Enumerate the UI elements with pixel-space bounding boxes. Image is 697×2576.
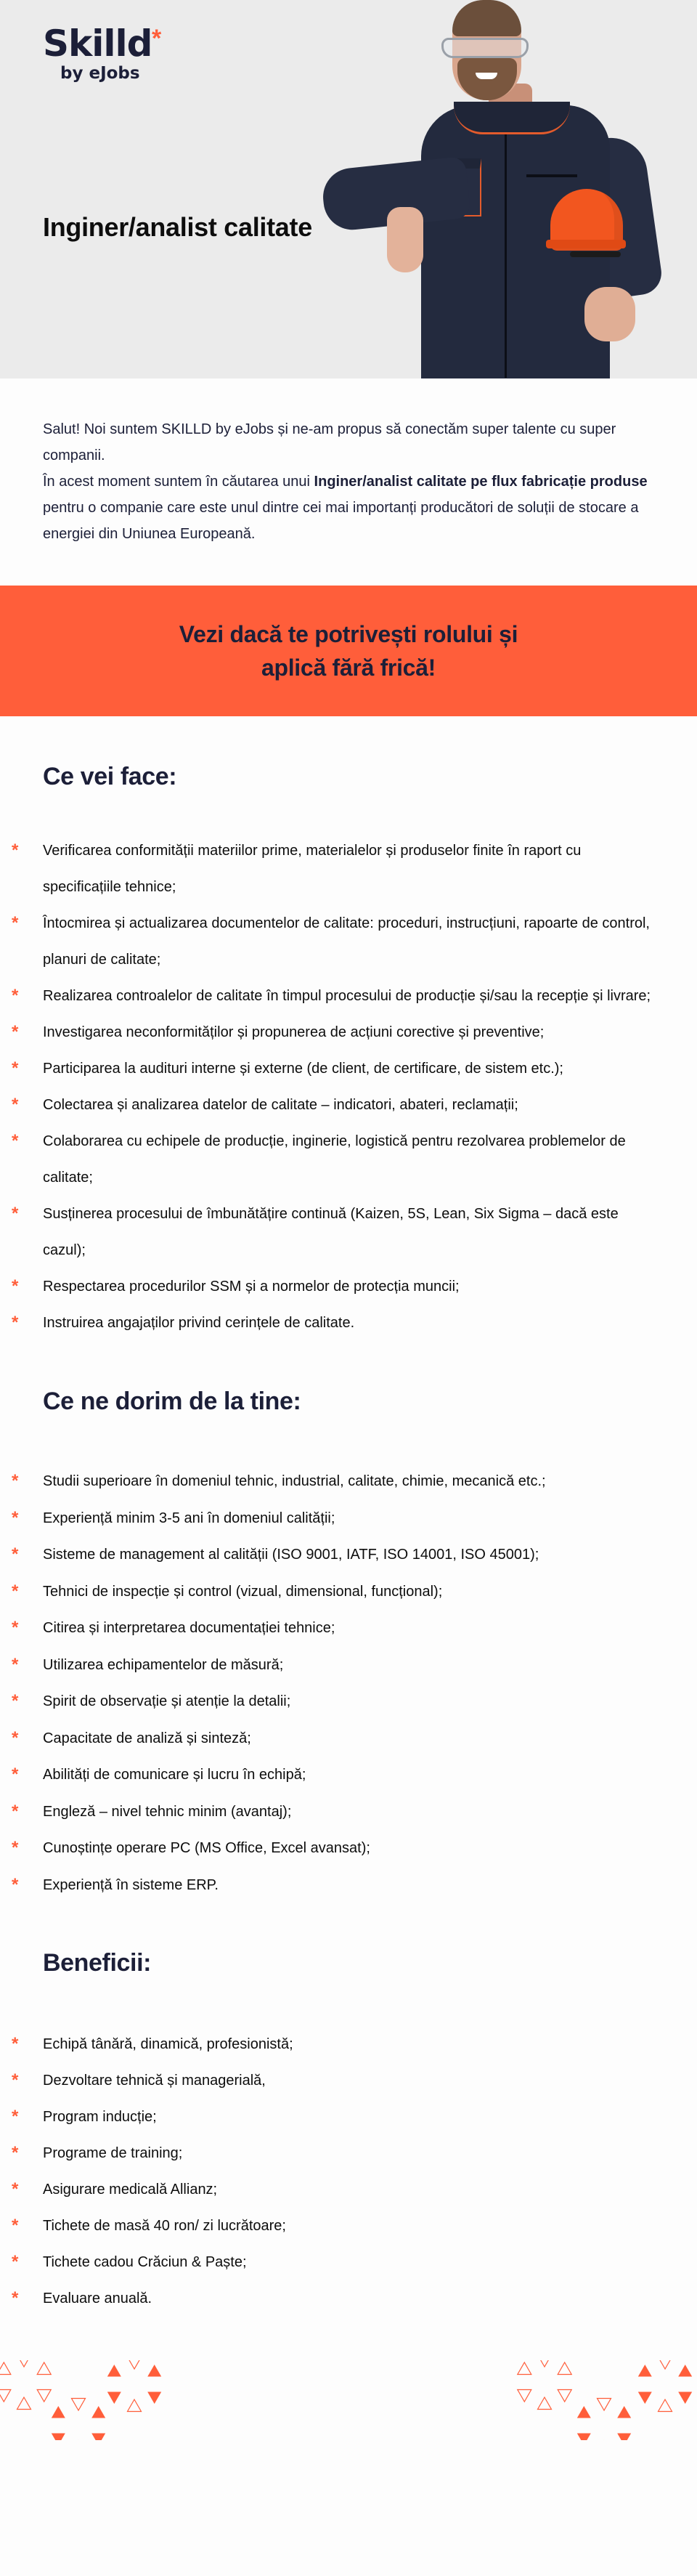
triangle-pattern-left-icon: [0, 2360, 174, 2440]
asterisk-bullet-icon: *: [12, 1581, 19, 1601]
list-item-text: Întocmirea și actualizarea documentelor de calitate: proceduri, instrucțiuni, rapoarte de control, planuri de calitate;: [43, 915, 650, 968]
list-item: [12, 1463, 654, 1500]
list-item: [12, 1720, 654, 1757]
list-item-text: Experiență minim 3-5 ani în domeniul calității;: [43, 1510, 335, 1526]
requirements-list: [12, 1463, 654, 1903]
cta-line-1: Vezi dacă te potrivești rolului și: [179, 621, 518, 647]
triangle-icon: [128, 2399, 142, 2412]
intro-role-highlight: Inginer/analist calitate pe flux fabricație produse: [314, 474, 648, 490]
triangle-icon: [518, 2390, 531, 2402]
logo-wordmark: Skilld: [43, 23, 152, 65]
triangle-icon: [52, 2434, 65, 2441]
list-item: [12, 978, 654, 1014]
triangle-icon: [0, 2362, 11, 2375]
list-item: [12, 1536, 654, 1573]
triangle-icon: [17, 2397, 31, 2410]
skilld-logo[interactable]: [43, 25, 174, 83]
list-item-text: Capacitate de analiză și sinteză;: [43, 1730, 251, 1746]
asterisk-bullet-icon: *: [12, 1691, 19, 1711]
list-item-text: Cunoștințe operare PC (MS Office, Excel avansat);: [43, 1840, 370, 1856]
triangle-icon: [518, 2362, 531, 2375]
list-item-text: Instruirea angajaților privind cerințele de calitate.: [43, 1315, 355, 1331]
safety-glasses-icon: [441, 38, 529, 58]
intro-suffix: pentru o companie care este unul dintre cei mai importanți producători de soluții de stocare a energiei din Uniunea Europeană.: [43, 500, 639, 542]
asterisk-bullet-icon: *: [12, 2034, 19, 2054]
triangle-icon: [617, 2434, 631, 2441]
intro-prefix: În acest moment suntem în căutarea unui: [43, 474, 314, 490]
triangle-pattern-right-icon: [494, 2360, 697, 2440]
asterisk-bullet-icon: *: [12, 2107, 19, 2126]
triangle-icon: [577, 2434, 591, 2441]
list-item-text: Studii superioare în domeniul tehnic, industrial, calitate, chimie, mecanică etc.;: [43, 1473, 546, 1489]
asterisk-bullet-icon: *: [12, 1313, 19, 1332]
list-item: [12, 1014, 654, 1050]
hard-hat-brim: [546, 240, 626, 248]
intro-paragraph-1: Salut! Noi suntem SKILLD by eJobs și ne-am propus să conectăm super talente cu super companii.: [43, 421, 616, 463]
list-item-text: Evaluare anuală.: [43, 2291, 152, 2306]
section-title: Beneficii:: [43, 1949, 152, 1977]
list-item: [12, 905, 654, 978]
asterisk-bullet-icon: *: [12, 1058, 19, 1078]
triangle-icon: [91, 2406, 105, 2418]
list-item-text: Tichete cadou Crăciun & Paște;: [43, 2254, 247, 2270]
asterisk-bullet-icon: *: [12, 986, 19, 1005]
asterisk-bullet-icon: *: [12, 2288, 19, 2308]
list-item-text: Tichete de masă 40 ron/ zi lucrătoare;: [43, 2218, 286, 2234]
list-item-text: Citirea și interpretarea documentației tehnice;: [43, 1620, 335, 1636]
list-item: [12, 1867, 654, 1904]
worker-pocket-zip: [526, 174, 577, 177]
cta-banner: [0, 586, 697, 716]
triangle-icon: [617, 2406, 631, 2418]
worker-zipper: [505, 131, 507, 378]
cta-heading: [179, 617, 518, 684]
asterisk-bullet-icon: *: [12, 1544, 19, 1564]
list-item: [12, 1268, 654, 1305]
footer-decoration: [0, 2317, 697, 2440]
list-item: [12, 2244, 654, 2280]
triangle-icon: [147, 2365, 161, 2377]
triangle-icon: [558, 2390, 571, 2402]
hero-banner: [0, 0, 697, 378]
list-item: [12, 1757, 654, 1794]
asterisk-bullet-icon: *: [12, 1276, 19, 1296]
triangle-icon: [37, 2362, 51, 2375]
worker-left-hand: [387, 207, 423, 272]
triangle-icon: [558, 2362, 571, 2375]
list-item-text: Experiență în sisteme ERP.: [43, 1876, 219, 1893]
list-item-text: Verificarea conformității materiilor prime, materialelor și produselor finite în raport cu specificațiile tehnice;: [43, 843, 582, 895]
section-title: Ce vei face:: [43, 763, 177, 790]
list-item: [12, 1305, 654, 1341]
list-item-text: Echipă tânără, dinamică, profesionistă;: [43, 2036, 293, 2052]
list-item-text: Spirit de observație și atenție la detalii;: [43, 1693, 291, 1709]
list-item-text: Programe de training;: [43, 2145, 183, 2161]
asterisk-bullet-icon: *: [12, 2143, 19, 2163]
asterisk-bullet-icon: *: [12, 841, 19, 860]
asterisk-bullet-icon: *: [12, 1204, 19, 1223]
asterisk-bullet-icon: *: [12, 1022, 19, 1042]
list-item-text: Tehnici de inspecție și control (vizual, dimensional, funcțional);: [43, 1583, 443, 1600]
list-item-text: Dezvoltare tehnică și managerială,: [43, 2073, 266, 2089]
asterisk-bullet-icon: *: [12, 1838, 19, 1858]
triangle-icon: [128, 2360, 142, 2369]
asterisk-bullet-icon: *: [12, 2216, 19, 2235]
asterisk-bullet-icon: *: [12, 1801, 19, 1821]
section-title: Ce ne dorim de la tine:: [43, 1388, 301, 1415]
asterisk-bullet-icon: *: [12, 1654, 19, 1674]
triangle-icon: [659, 2360, 672, 2369]
triangle-icon: [147, 2392, 161, 2405]
triangle-icon: [52, 2406, 65, 2418]
triangle-icon: [659, 2399, 672, 2412]
triangle-icon: [678, 2365, 692, 2377]
list-item: [12, 1794, 654, 1831]
triangle-icon: [538, 2397, 552, 2410]
list-item: [12, 2171, 654, 2208]
worker-collar: [454, 102, 570, 134]
list-item-text: Program inducție;: [43, 2109, 157, 2125]
intro-section: [0, 378, 697, 586]
list-item-text: Sisteme de management al calității (ISO 9001, IATF, ISO 14001, ISO 45001);: [43, 1547, 539, 1563]
list-item-text: Abilități de comunicare și lucru în echipă;: [43, 1767, 306, 1783]
hard-hat-strap: [570, 251, 621, 257]
triangle-icon: [538, 2360, 552, 2367]
list-item-text: Susținerea procesului de îmbunătățire continuă (Kaizen, 5S, Lean, Six Sigma – dacă este cazul);: [43, 1206, 619, 1258]
job-title: Inginer/analist calitate: [43, 212, 312, 242]
list-item: [12, 2280, 654, 2317]
list-item: [12, 1610, 654, 1647]
logo-tagline: by eJobs: [60, 64, 140, 83]
triangle-icon: [638, 2392, 652, 2405]
list-item: [12, 1123, 654, 1196]
list-item: [12, 2135, 654, 2171]
list-item-text: Investigarea neconformităților și propunerea de acțiuni corective și preventive;: [43, 1024, 545, 1040]
list-item: [12, 2208, 654, 2244]
list-item-text: Realizarea controalelor de calitate în timpul procesului de producție și/sau la recepție și livrare;: [43, 988, 651, 1004]
list-item-text: Engleză – nivel tehnic minim (avantaj);: [43, 1803, 292, 1820]
asterisk-bullet-icon: *: [12, 1095, 19, 1114]
list-item: [12, 1573, 654, 1611]
list-item: [12, 1500, 654, 1537]
list-item-text: Colectarea și analizarea datelor de calitate – indicatori, abateri, reclamații;: [43, 1097, 518, 1113]
asterisk-bullet-icon: *: [12, 1507, 19, 1528]
triangle-icon: [107, 2392, 121, 2405]
list-item: [12, 1087, 654, 1123]
asterisk-bullet-icon: *: [12, 2179, 19, 2199]
cta-line-2: aplică fără frică!: [261, 655, 436, 681]
triangle-icon: [638, 2365, 652, 2377]
benefits-section: [0, 1903, 697, 2317]
asterisk-bullet-icon: *: [12, 1618, 19, 1637]
list-item: [12, 2062, 654, 2099]
triangle-icon: [577, 2406, 591, 2418]
asterisk-bullet-icon: *: [12, 1131, 19, 1151]
list-item: [12, 2099, 654, 2135]
intro-paragraph-2: [43, 469, 654, 547]
asterisk-bullet-icon: *: [12, 1728, 19, 1748]
triangle-icon: [91, 2434, 105, 2441]
worker-right-hand: [584, 287, 635, 341]
list-item: [12, 1196, 654, 1268]
triangle-icon: [37, 2390, 51, 2402]
responsibilities-section: [0, 716, 697, 1341]
triangle-icon: [107, 2365, 121, 2377]
asterisk-bullet-icon: *: [12, 2252, 19, 2272]
list-item: [12, 1683, 654, 1720]
list-item: [12, 833, 654, 905]
list-item: [12, 1050, 654, 1087]
asterisk-bullet-icon: *: [12, 1765, 19, 1784]
hero-worker-image: [312, 0, 697, 378]
list-item-text: Utilizarea echipamentelor de măsură;: [43, 1656, 284, 1673]
list-item: [12, 2026, 654, 2062]
asterisk-bullet-icon: *: [12, 913, 19, 933]
list-item: [12, 1830, 654, 1867]
triangle-icon: [17, 2360, 31, 2367]
worker-hair: [452, 0, 521, 36]
responsibilities-list: [12, 833, 654, 1341]
asterisk-bullet-icon: *: [12, 2070, 19, 2090]
triangle-icon: [72, 2399, 86, 2411]
benefits-list: [12, 2026, 654, 2317]
list-item-text: Colaborarea cu echipele de producție, inginerie, logistică pentru rezolvarea problemelor de calitate;: [43, 1133, 626, 1186]
triangle-icon: [0, 2390, 11, 2402]
asterisk-bullet-icon: *: [12, 1874, 19, 1895]
worker-smile: [476, 73, 497, 79]
logo-asterisk-icon: *: [152, 25, 162, 52]
list-item-text: Respectarea procedurilor SSM și a normelor de protecția muncii;: [43, 1279, 460, 1295]
list-item-text: Participarea la audituri interne și externe (de client, de certificare, de sistem etc.);: [43, 1061, 563, 1077]
list-item: [12, 1647, 654, 1684]
requirements-section: [0, 1341, 697, 1903]
triangle-icon: [598, 2399, 611, 2411]
list-item-text: Asigurare medicală Allianz;: [43, 2182, 218, 2198]
asterisk-bullet-icon: *: [12, 1471, 19, 1491]
triangle-icon: [678, 2392, 692, 2405]
